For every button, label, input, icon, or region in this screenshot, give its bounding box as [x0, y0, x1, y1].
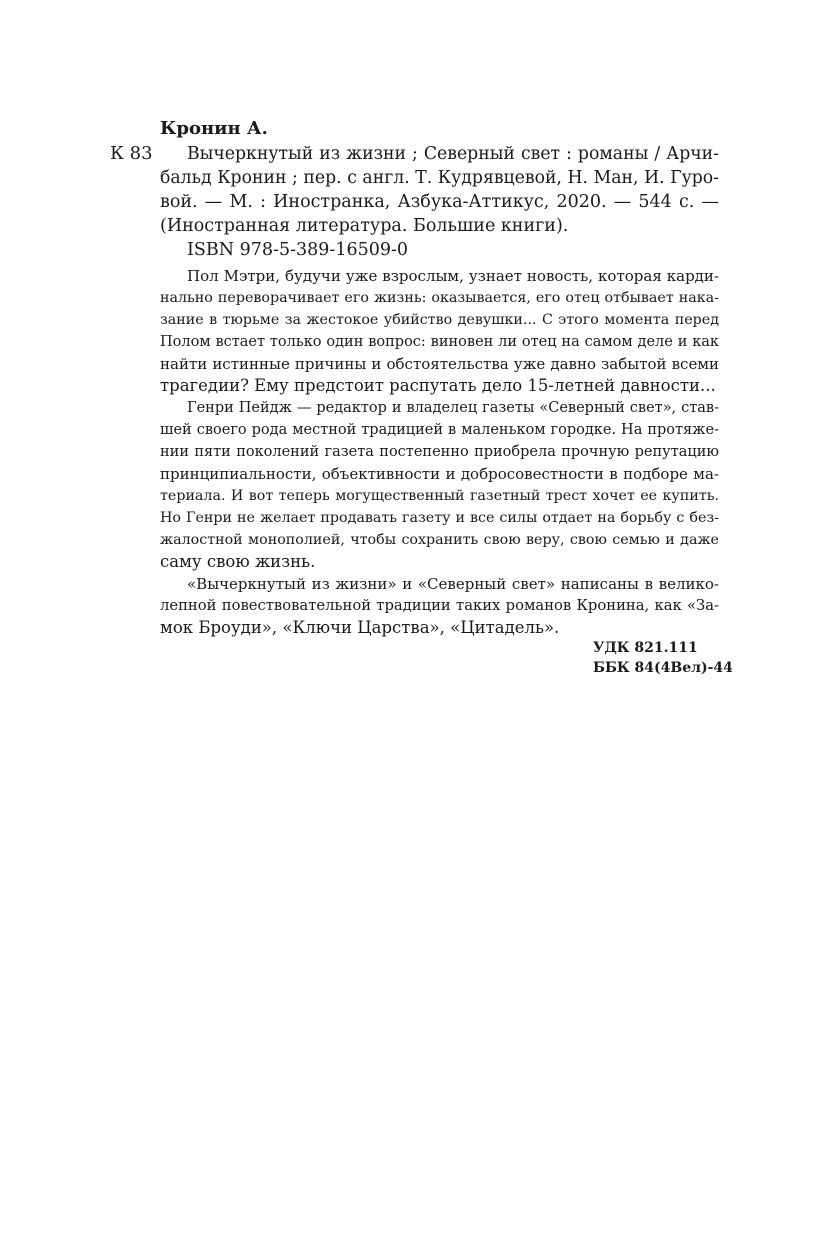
udk-code: УДК 821.111: [593, 640, 698, 656]
annotation-line: мок Броуди», «Ключи Царства», «Цитадель».: [160, 618, 560, 637]
bib-line: Вычеркнутый из жизни ; Северный свет : романы / Арчи-: [187, 144, 719, 164]
annotation-line: Полом встает только один вопрос: виновен ли отец на самом деле и как: [160, 334, 719, 350]
author-cipher: К 83: [110, 143, 153, 164]
bib-line: бальд Кронин ; пер. с англ. Т. Кудрявцевой, Н. Ман, И. Гуро-: [160, 168, 719, 188]
annotation-line: саму свою жизнь.: [160, 552, 316, 571]
annotation-line: Но Генри не желает продавать газету и все силы отдает на борьбу с без-: [160, 510, 719, 526]
annotation-line: Пол Мэтри, будучи уже взрослым, узнает новость, которая карди-: [187, 267, 719, 285]
annotation-line: нально переворачивает его жизнь: оказывается, его отец отбывает нака-: [160, 290, 719, 306]
annotation-line: нии пяти поколений газета постепенно приобрела прочную репутацию: [160, 444, 719, 460]
annotation-line: трагедии? Ему предстоит распутать дело 15-летней давности...: [160, 376, 716, 395]
annotation-line: принципиальности, объективности и добросовестности в подборе ма-: [160, 465, 719, 483]
annotation-line: жалостной монополией, чтобы сохранить свою веру, свою семью и даже: [160, 532, 719, 548]
annotation-line: зание в тюрьме за жестокое убийство девушки... С этого момента перед: [160, 312, 719, 328]
annotation-line: шей своего рода местной традицией в маленьком городке. На протяже-: [160, 422, 719, 438]
classification-codes: [593, 638, 733, 678]
author-heading: Кронин А.: [160, 118, 268, 139]
annotation-line: Генри Пейдж — редактор и владелец газеты «Северный свет», став-: [187, 400, 719, 416]
bib-line: вой. — М. : Иностранка, Азбука-Аттикус, 2020. — 544 с. —: [160, 192, 719, 212]
bbk-code: ББК 84(4Вел)-44: [593, 660, 733, 676]
annotation-line: териала. И вот теперь могущественный газетный трест хочет ее купить.: [160, 488, 719, 504]
annotation-line: лепной повествовательной традиции таких романов Кронина, как «За-: [160, 597, 719, 614]
annotation-line: найти истинные причины и обстоятельства уже давно забытой всеми: [160, 355, 719, 373]
bib-line: (Иностранная литература. Большие книги).: [160, 216, 569, 236]
annotation-line: «Вычеркнутый из жизни» и «Северный свет» написаны в велико-: [187, 575, 719, 593]
isbn: ISBN 978-5-389-16509-0: [187, 240, 409, 260]
